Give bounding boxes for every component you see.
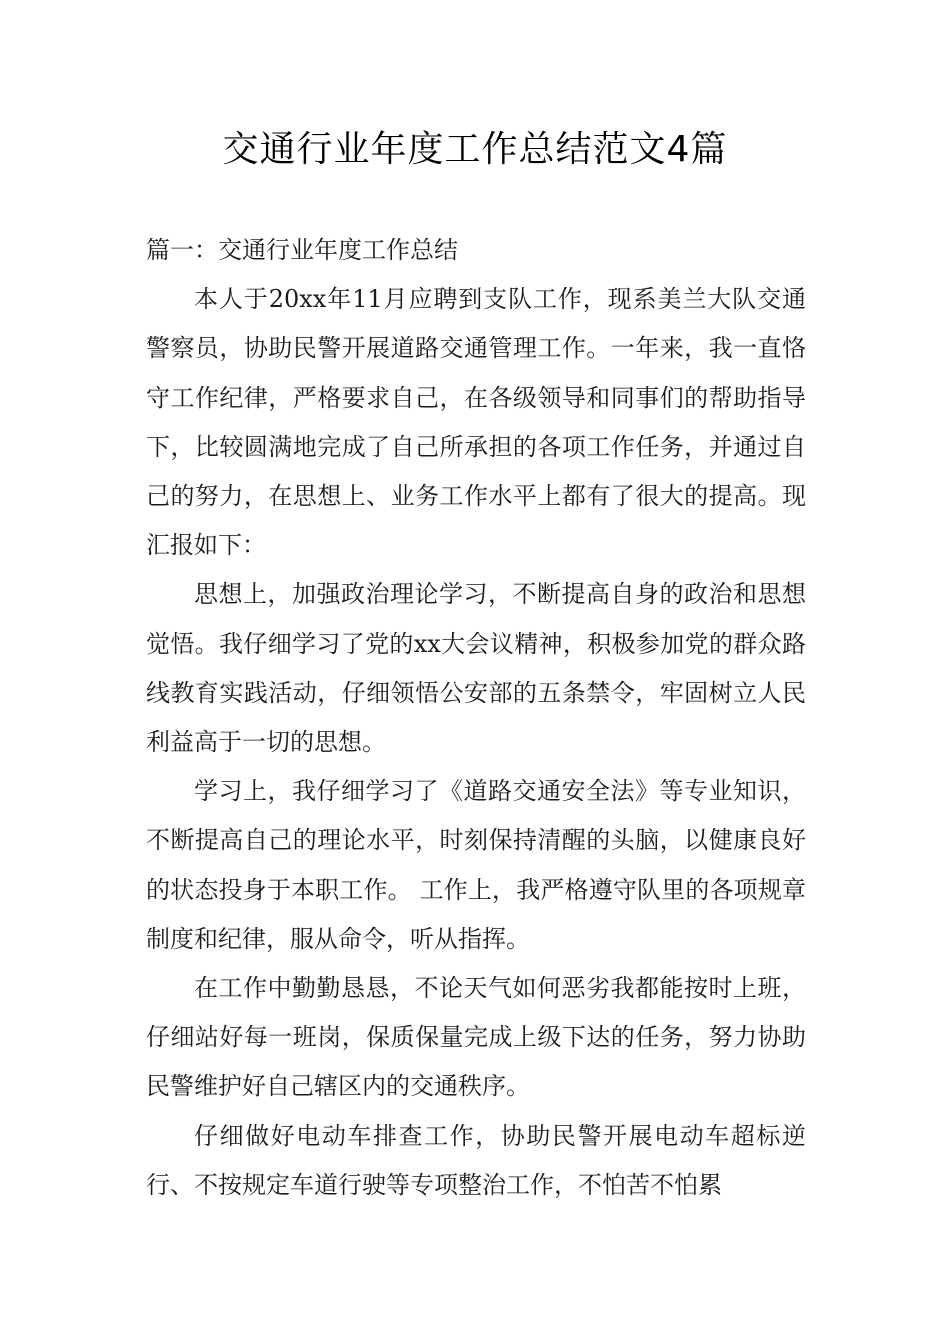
paragraph: 学习上，我仔细学习了《道路交通安全法》等专业知识，不断提高自己的理论水平，时刻保持清醒的头脑，以健康良好的状态投身于本职工作。 工作上，我严格遵守队里的各项规章制度和纪律，服从命令，听从指挥。 <box>146 777 806 953</box>
document-body <box>146 226 806 1210</box>
paragraph: 思想上，加强政治理论学习，不断提高自身的政治和思想觉悟。我仔细学习了党的xx大会议精神，积极参加党的群众路线教育实践活动，仔细领悟公安部的五条禁令，牢固树立人民利益高于一切的思想。 <box>146 580 806 757</box>
paragraph: 本人于20xx年11月应聘到支队工作，现系美兰大队交通警察员，协助民警开展道路交通管理工作。一年来，我一直恪守工作纪律，严格要求自己，在各级领导和同事们的帮助指导下，比较圆满地完成了自己所承担的各项工作任务，并通过自己的努力，在思想上、业务工作水平上都有了很大的提高。现汇报如下： <box>146 285 806 560</box>
document-title: 交通行业年度工作总结范文4篇 <box>222 129 728 170</box>
section-heading: 篇一：交通行业年度工作总结 <box>146 236 458 264</box>
paragraph: 仔细做好电动车排查工作，协助民警开展电动车超标逆行、不按规定车道行驶等专项整治工作，不怕苦不怕累 <box>146 1121 806 1199</box>
paragraph: 在工作中勤勤恳恳，不论天气如何恶劣我都能按时上班，仔细站好每一班岗，保质保量完成上级下达的任务，努力协助民警维护好自己辖区内的交通秩序。 <box>146 974 806 1101</box>
